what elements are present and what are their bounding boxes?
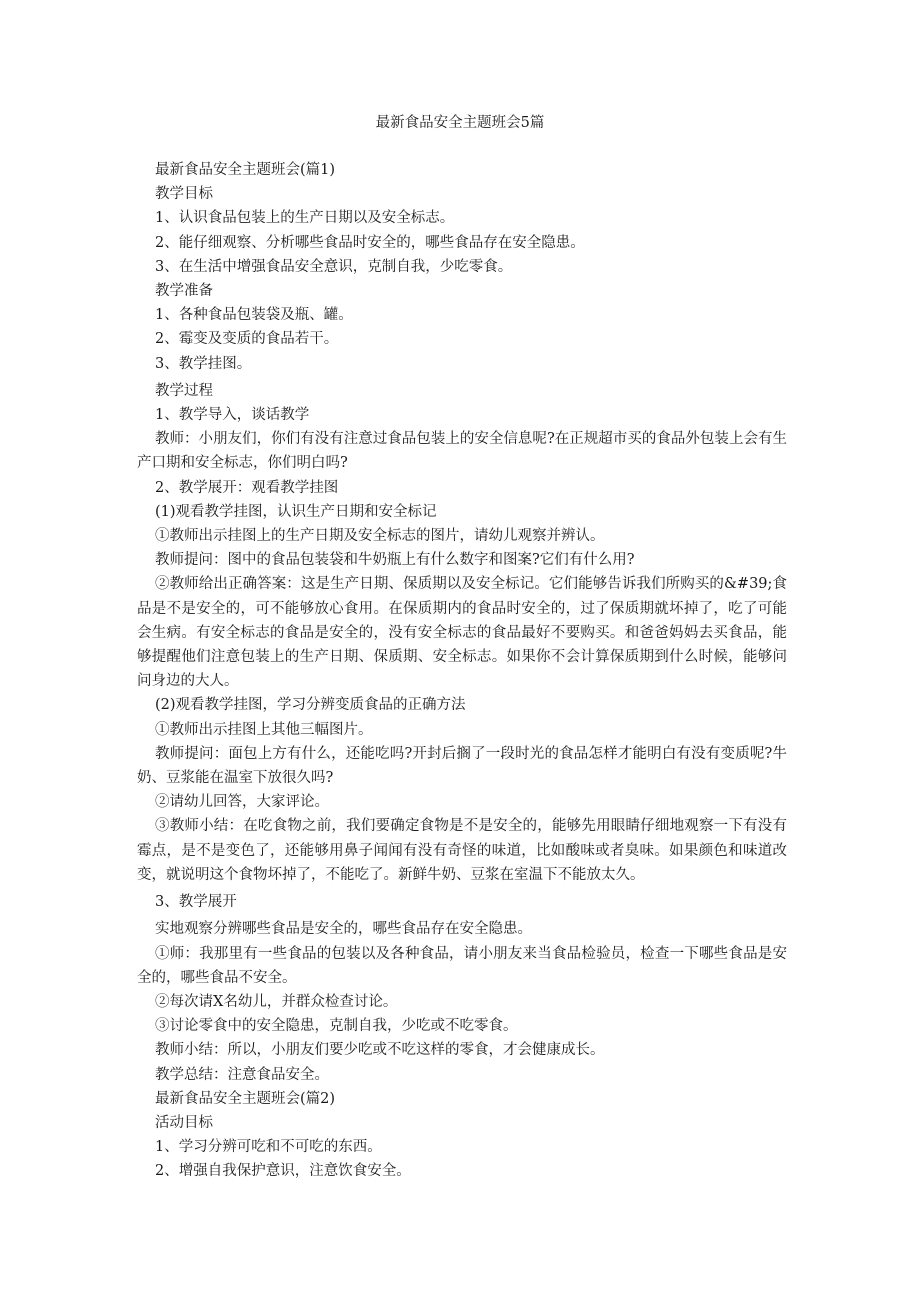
list-item: 1、各种食品包装袋及瓶、罐。 xyxy=(155,307,353,324)
subheading: 教学目标 xyxy=(155,186,213,203)
paragraph: 实地观察分辨哪些食品是安全的，哪些食品存在安全隐患。 xyxy=(155,921,532,938)
list-item: 1、认识食品包装上的生产日期以及安全标志。 xyxy=(155,210,455,227)
section-heading: 最新食品安全主题班会(篇1) xyxy=(155,162,336,178)
list-item: 1、教学导入，谈话教学 xyxy=(155,407,310,424)
subheading: 教学过程 xyxy=(155,382,213,399)
list-item: 3、教学挂图。 xyxy=(155,355,252,372)
paragraph: ②每次请X名幼儿，并群众检查讨论。 xyxy=(155,993,398,1010)
paragraph: ③讨论零食中的安全隐患，克制自我，少吃或不吃零食。 xyxy=(155,1018,518,1035)
paragraph: 教师小结：所以，小朋友们要少吃或不吃这样的零食，才会健康成长。 xyxy=(155,1042,605,1059)
list-item: 3、教学展开 xyxy=(155,894,237,911)
paragraph: ②教师给出正确答案：这是生产日期、保质期以及安全标记。它们能够告诉我们所购买的&#39;食品是不是安全的，可不能够放心食用。在保质期内的食品时安全的，过了保质期就坏掉了，吃了可能会生病。有安全标志的食品是安全的，没有安全标志的食品最好不要购买。和爸爸妈妈去买食品，能够提醒他们注意包装上的生产日期、保质期、安全标志。如果你不会计算保质期到什么时候，能够问问身边的大人。 xyxy=(137,576,787,690)
paragraph: 教学总结：注意食品安全。 xyxy=(155,1066,329,1083)
paragraph: 教师提问：图中的食品包装袋和牛奶瓶上有什么数字和图案?它们有什么用? xyxy=(155,552,635,569)
list-item: (2)观看教学挂图，学习分辨变质食品的正确方法 xyxy=(155,697,466,714)
paragraph: 教师提问：面包上方有什么，还能吃吗?开封后搁了一段时光的食品怎样才能明白有没有变质呢?牛奶、豆浆能在温室下放很久吗? xyxy=(137,745,787,787)
list-item: 3、在生活中增强食品安全意识，克制自我，少吃零食。 xyxy=(155,258,513,275)
list-item: 2、能仔细观察、分析哪些食品时安全的，哪些食品存在安全隐患。 xyxy=(155,234,585,251)
list-item: 1、学习分辨可吃和不可吃的东西。 xyxy=(155,1139,382,1156)
list-item: 2、增强自我保护意识，注意饮食安全。 xyxy=(155,1163,411,1180)
paragraph: ③教师小结：在吃食物之前，我们要确定食物是不是安全的，能够先用眼睛仔细地观察一下有没有霉点，是不是变色了，还能够用鼻子闻闻有没有奇怪的味道，比如酸味或者臭味。如果颜色和味道改变，就说明这个食物坏掉了，不能吃了。新鲜牛奶、豆浆在室温下不能放太久。 xyxy=(137,818,787,883)
document-body xyxy=(137,158,787,1184)
section-heading: 最新食品安全主题班会(篇2) xyxy=(155,1090,336,1107)
paragraph: ①教师出示挂图上的生产日期及安全标志的图片，请幼儿观察并辨认。 xyxy=(155,528,605,545)
list-item: (1)观看教学挂图，认识生产日期和安全标记 xyxy=(155,503,437,520)
subheading: 教学准备 xyxy=(155,283,213,300)
list-item: 2、教学展开：观看教学挂图 xyxy=(155,479,339,496)
document-title: 最新食品安全主题班会5篇 xyxy=(375,115,545,131)
subheading: 活动目标 xyxy=(155,1114,213,1131)
paragraph: ②请幼儿回答，大家评论。 xyxy=(155,794,329,811)
paragraph: ①师：我那里有一些食品的包装以及各种食品，请小朋友来当食品检验员，检查一下哪些食品是安全的，哪些食品不安全。 xyxy=(137,945,787,986)
paragraph: 教师：小朋友们，你们有没有注意过食品包装上的安全信息呢?在正规超市买的食品外包装上会有生产口期和安全标志，你们明白吗? xyxy=(137,431,787,472)
list-item: 2、霉变及变质的食品若干。 xyxy=(155,331,339,348)
paragraph: ①教师出示挂图上其他三幅图片。 xyxy=(155,721,373,738)
